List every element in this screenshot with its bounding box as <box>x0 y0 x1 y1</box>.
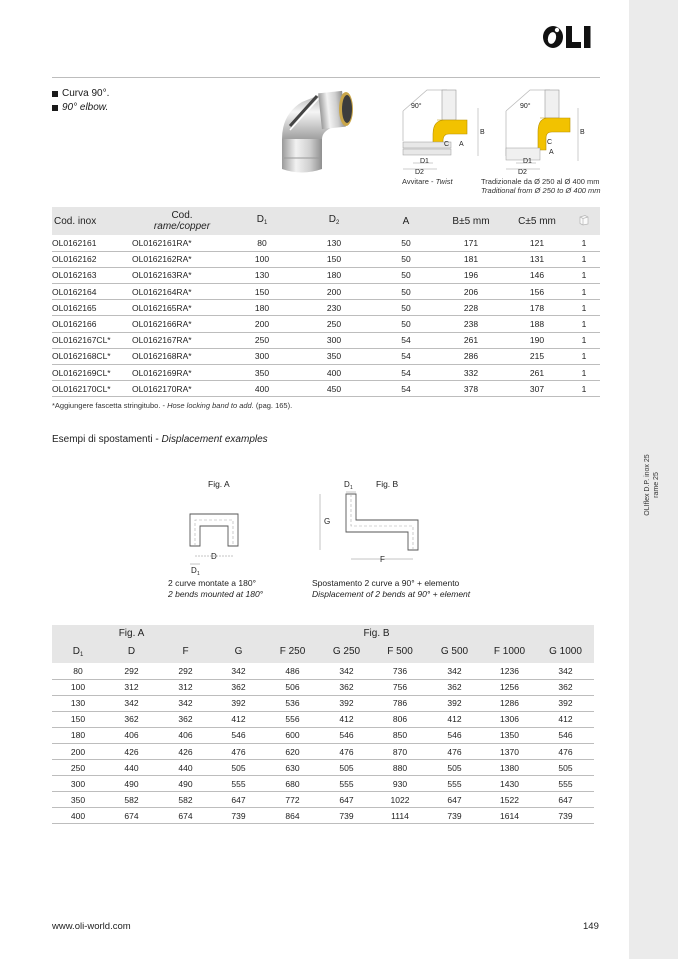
table-cell: OL0162163RA* <box>132 267 232 283</box>
col-g1000: G 1000 <box>537 640 594 663</box>
table-cell: OL0162169RA* <box>132 365 232 381</box>
table-cell: 146 <box>506 267 568 283</box>
table-cell: 1 <box>568 284 600 300</box>
table-cell: 546 <box>320 727 373 743</box>
fig-a-diagram <box>180 500 260 580</box>
table-cell: 505 <box>320 760 373 776</box>
table-cell: 850 <box>373 727 427 743</box>
table-cell: 188 <box>506 316 568 332</box>
table-cell: 739 <box>212 808 265 824</box>
footer-website: www.oli-world.com <box>52 921 131 932</box>
table-row <box>52 300 600 316</box>
table-cell: 392 <box>537 695 594 711</box>
table-cell: OL0162164RA* <box>132 284 232 300</box>
twist-diagram <box>395 86 495 176</box>
table-cell: 674 <box>159 808 212 824</box>
table-cell: OL0162166RA* <box>132 316 232 332</box>
table-cell: OL0162164 <box>52 284 132 300</box>
table-cell: 130 <box>52 695 104 711</box>
table-cell: OL0162167CL* <box>52 332 132 348</box>
table-row <box>52 760 594 776</box>
table-cell: 412 <box>320 711 373 727</box>
table-cell: 490 <box>104 776 159 792</box>
col-g250: G 250 <box>320 640 373 663</box>
table-cell: 555 <box>427 776 482 792</box>
svg-text:C: C <box>444 141 450 148</box>
table-cell: 250 <box>292 316 376 332</box>
table-cell: 215 <box>506 348 568 364</box>
table-cell: 342 <box>320 663 373 679</box>
table-cell: 342 <box>212 663 265 679</box>
table-cell: 206 <box>436 284 506 300</box>
table-row <box>52 332 600 348</box>
table-cell: 476 <box>320 743 373 759</box>
col-pack <box>568 207 600 235</box>
table-cell: 200 <box>232 316 292 332</box>
table-cell: OL0162167RA* <box>132 332 232 348</box>
table-cell: 1350 <box>482 727 537 743</box>
table-cell: 196 <box>436 267 506 283</box>
table-cell: OL0162162 <box>52 251 132 267</box>
table-row <box>52 348 600 364</box>
table-row <box>52 267 600 283</box>
table-cell: 362 <box>212 679 265 695</box>
table-cell: 312 <box>159 679 212 695</box>
oli-logo <box>541 22 601 52</box>
fig-b-label: Fig. B <box>376 479 399 489</box>
table-cell: 350 <box>232 365 292 381</box>
twist-caption-it: Avvitare - <box>402 177 436 186</box>
table-cell: 292 <box>104 663 159 679</box>
table-cell: 392 <box>427 695 482 711</box>
table-cell: 864 <box>265 808 320 824</box>
table-cell: 546 <box>212 727 265 743</box>
table-cell: 1 <box>568 300 600 316</box>
svg-text:C: C <box>547 139 553 146</box>
traditional-caption <box>481 177 601 195</box>
fig-a-label: Fig. A <box>208 479 230 489</box>
table-cell: OL0162166 <box>52 316 132 332</box>
svg-text:F: F <box>380 555 385 564</box>
table-cell: 450 <box>292 381 376 397</box>
table-cell: 171 <box>436 235 506 251</box>
twist-caption <box>402 177 453 186</box>
table-row <box>52 743 594 759</box>
col-f250: F 250 <box>265 640 320 663</box>
table-cell: 1614 <box>482 808 537 824</box>
table-cell: OL0162168RA* <box>132 348 232 364</box>
traditional-diagram <box>498 86 598 176</box>
col-d2: $D_2$ <box>292 207 376 235</box>
col-f1000: F 1000 <box>482 640 537 663</box>
table-cell: 1 <box>568 235 600 251</box>
table-cell: 739 <box>320 808 373 824</box>
table-cell: 1 <box>568 316 600 332</box>
table-cell: 756 <box>373 679 427 695</box>
table-row <box>52 381 600 397</box>
table-cell: 300 <box>52 776 104 792</box>
table-cell: 582 <box>104 792 159 808</box>
table-cell: 50 <box>376 300 436 316</box>
col-f: F <box>159 640 212 663</box>
side-tab-line1: OLIflex D.P. inox 25 <box>644 454 651 516</box>
table-cell: 50 <box>376 284 436 300</box>
svg-text:D1: D1 <box>523 158 532 165</box>
table-cell: 1522 <box>482 792 537 808</box>
table-cell: 440 <box>104 760 159 776</box>
table-row <box>52 251 600 267</box>
table-cell: 1114 <box>373 808 427 824</box>
svg-text:90°: 90° <box>411 103 422 110</box>
table-cell: 1286 <box>482 695 537 711</box>
table-cell: 772 <box>265 792 320 808</box>
table-cell: 1306 <box>482 711 537 727</box>
table-cell: OL0162168CL* <box>52 348 132 364</box>
col-d1: $D_1$ <box>232 207 292 235</box>
table-cell: 486 <box>265 663 320 679</box>
table-cell: 362 <box>537 679 594 695</box>
table-cell: 736 <box>373 663 427 679</box>
table-cell: 400 <box>292 365 376 381</box>
table-cell: 739 <box>427 808 482 824</box>
table-cell: 300 <box>232 348 292 364</box>
svg-text:D: D <box>191 566 197 575</box>
svg-text:1: 1 <box>350 485 353 491</box>
table-cell: 1 <box>568 251 600 267</box>
table-cell: 150 <box>52 711 104 727</box>
table-cell: 392 <box>320 695 373 711</box>
col-cod-inox: Cod. inox <box>52 207 132 235</box>
table-row <box>52 316 600 332</box>
table-row <box>52 792 594 808</box>
table-cell: OL0162165RA* <box>132 300 232 316</box>
table-cell: 786 <box>373 695 427 711</box>
table-cell: 880 <box>373 760 427 776</box>
table-cell: 400 <box>52 808 104 824</box>
bullet-icon <box>52 91 58 97</box>
table-cell: 292 <box>159 663 212 679</box>
table-cell: 342 <box>104 695 159 711</box>
table-cell: 400 <box>232 381 292 397</box>
table-cell: 546 <box>537 727 594 743</box>
table-cell: OL0162170RA* <box>132 381 232 397</box>
table-cell: 238 <box>436 316 506 332</box>
table-cell: 674 <box>104 808 159 824</box>
table-cell: 50 <box>376 251 436 267</box>
table-cell: 680 <box>265 776 320 792</box>
table-cell: 630 <box>265 760 320 776</box>
table-cell: 342 <box>159 695 212 711</box>
table-cell: OL0162162RA* <box>132 251 232 267</box>
traditional-caption-it: Tradizionale da Ø 250 al Ø 400 mm <box>481 177 600 186</box>
table-cell: 312 <box>104 679 159 695</box>
table-header-row <box>52 207 600 235</box>
table-cell: 54 <box>376 365 436 381</box>
table-cell: 412 <box>427 711 482 727</box>
table-cell: 300 <box>292 332 376 348</box>
table-cell: 378 <box>436 381 506 397</box>
table-cell: 228 <box>436 300 506 316</box>
table-cell: 806 <box>373 711 427 727</box>
table-cell: 506 <box>265 679 320 695</box>
table-cell: 870 <box>373 743 427 759</box>
table-cell: 54 <box>376 348 436 364</box>
table-cell: 647 <box>212 792 265 808</box>
table-cell: 362 <box>159 711 212 727</box>
table-cell: 50 <box>376 267 436 283</box>
table-row <box>52 284 600 300</box>
table-cell: 181 <box>436 251 506 267</box>
table-cell: 505 <box>427 760 482 776</box>
table-cell: 426 <box>159 743 212 759</box>
side-tab-line2: rame 25 <box>653 472 660 498</box>
table-cell: 647 <box>427 792 482 808</box>
svg-text:D: D <box>344 480 350 489</box>
header-rule <box>52 77 600 78</box>
table-cell: 156 <box>506 284 568 300</box>
col-d1: $D_1$ <box>52 640 104 663</box>
table-cell: 1022 <box>373 792 427 808</box>
table-cell: 406 <box>159 727 212 743</box>
svg-text:B: B <box>480 129 485 136</box>
table-cell: 647 <box>320 792 373 808</box>
table-cell: 131 <box>506 251 568 267</box>
table-cell: 412 <box>537 711 594 727</box>
table-cell: 100 <box>52 679 104 695</box>
group-fig-a: Fig. A <box>104 625 159 640</box>
col-c: C±5 mm <box>506 207 568 235</box>
col-g500: G 500 <box>427 640 482 663</box>
table-cell: 1 <box>568 332 600 348</box>
table-cell: 261 <box>436 332 506 348</box>
table-cell: OL0162163 <box>52 267 132 283</box>
table-cell: 490 <box>159 776 212 792</box>
table-row <box>52 776 594 792</box>
table-cell: 54 <box>376 381 436 397</box>
elbow-product-image <box>272 84 362 176</box>
svg-text:D2: D2 <box>415 169 424 176</box>
table-cell: 180 <box>232 300 292 316</box>
table-cell: 930 <box>373 776 427 792</box>
svg-text:1: 1 <box>197 571 200 577</box>
table-cell: 200 <box>52 743 104 759</box>
table-cell: 1 <box>568 267 600 283</box>
page-number: 149 <box>583 921 599 932</box>
table-cell: 150 <box>232 284 292 300</box>
col-f500: F 500 <box>373 640 427 663</box>
table-row <box>52 711 594 727</box>
fig-b-caption: Spostamento 2 curve a 90° + elemento Displacement of 2 bends at 90° + element <box>312 578 471 599</box>
svg-text:90°: 90° <box>520 103 531 110</box>
table-cell: OL0162165 <box>52 300 132 316</box>
table-cell: 190 <box>506 332 568 348</box>
table-cell: 555 <box>320 776 373 792</box>
description-it: Curva 90°. <box>62 88 110 99</box>
table-row <box>52 727 594 743</box>
table-row <box>52 808 594 824</box>
col-cod-rame: Cod. rame/copper <box>132 207 232 235</box>
table-cell: 505 <box>537 760 594 776</box>
svg-text:D2: D2 <box>518 169 527 176</box>
table-cell: 1 <box>568 365 600 381</box>
table-row <box>52 235 600 251</box>
table-row <box>52 663 594 679</box>
table-cell: 392 <box>212 695 265 711</box>
table-cell: 80 <box>232 235 292 251</box>
svg-text:D: D <box>211 552 217 561</box>
table-cell: 342 <box>537 663 594 679</box>
table-cell: 362 <box>104 711 159 727</box>
table-cell: 412 <box>212 711 265 727</box>
table-cell: 1370 <box>482 743 537 759</box>
description-en: 90° elbow. <box>62 102 109 113</box>
table-cell: 332 <box>436 365 506 381</box>
table-cell: 1 <box>568 348 600 364</box>
svg-text:A: A <box>549 149 554 156</box>
table-cell: 555 <box>212 776 265 792</box>
table-cell: 54 <box>376 332 436 348</box>
table-cell: 130 <box>292 235 376 251</box>
table-cell: 362 <box>320 679 373 695</box>
svg-text:G: G <box>324 517 331 526</box>
table-cell: 50 <box>376 235 436 251</box>
table-cell: 546 <box>427 727 482 743</box>
col-g: G <box>212 640 265 663</box>
svg-text:A: A <box>459 141 464 148</box>
svg-text:B: B <box>580 129 585 136</box>
displacement-section-title: Esempi di spostamenti - Displacement examples <box>52 434 268 445</box>
table-cell: OL0162170CL* <box>52 381 132 397</box>
group-fig-b: Fig. B <box>159 625 594 640</box>
product-codes-table <box>52 207 600 397</box>
table-cell: 180 <box>52 727 104 743</box>
table-cell: 647 <box>537 792 594 808</box>
table-cell: 307 <box>506 381 568 397</box>
table-row <box>52 695 594 711</box>
traditional-caption-en: Traditional from Ø 250 to Ø 400 mm <box>481 186 601 195</box>
table-cell: 150 <box>292 251 376 267</box>
table-cell: 350 <box>52 792 104 808</box>
col-d: D <box>104 640 159 663</box>
table-footnote: *Aggiungere fascetta stringitubo. - Hose locking band to add. (pag. 165). <box>52 401 293 410</box>
table-cell: 178 <box>506 300 568 316</box>
table-cell: 582 <box>159 792 212 808</box>
table-row <box>52 365 600 381</box>
fig-b-diagram <box>308 478 438 583</box>
table-cell: 350 <box>292 348 376 364</box>
side-tab-label <box>629 440 678 530</box>
col-b: B±5 mm <box>436 207 506 235</box>
table-cell: 620 <box>265 743 320 759</box>
bullet-icon <box>52 105 58 111</box>
table-cell: 180 <box>292 267 376 283</box>
table-cell: OL0162161RA* <box>132 235 232 251</box>
table-cell: 121 <box>506 235 568 251</box>
table-cell: 261 <box>506 365 568 381</box>
svg-text:D1: D1 <box>420 158 429 165</box>
table-cell: 406 <box>104 727 159 743</box>
table-cell: 1 <box>568 381 600 397</box>
table-cell: 342 <box>427 663 482 679</box>
table-cell: 556 <box>265 711 320 727</box>
table-cell: 476 <box>427 743 482 759</box>
table-cell: 286 <box>436 348 506 364</box>
table-cell: 555 <box>537 776 594 792</box>
table-cell: 505 <box>212 760 265 776</box>
col-a: A <box>376 207 436 235</box>
table-header-row <box>52 640 594 663</box>
table-cell: 1236 <box>482 663 537 679</box>
table-cell: 739 <box>537 808 594 824</box>
table-cell: 200 <box>292 284 376 300</box>
box-icon <box>578 214 590 226</box>
table-cell: 426 <box>104 743 159 759</box>
table-group-header-row <box>52 625 594 640</box>
table-cell: 100 <box>232 251 292 267</box>
twist-caption-en: Twist <box>435 177 453 186</box>
table-cell: 476 <box>537 743 594 759</box>
displacement-table <box>52 625 594 824</box>
table-cell: 440 <box>159 760 212 776</box>
table-cell: 80 <box>52 663 104 679</box>
table-cell: 230 <box>292 300 376 316</box>
table-cell: 250 <box>52 760 104 776</box>
table-cell: 50 <box>376 316 436 332</box>
table-cell: 1256 <box>482 679 537 695</box>
table-row <box>52 679 594 695</box>
product-description <box>52 87 109 115</box>
table-cell: 1380 <box>482 760 537 776</box>
table-cell: OL0162169CL* <box>52 365 132 381</box>
fig-a-caption: 2 curve montate a 180° 2 bends mounted at 180° <box>168 578 264 599</box>
table-cell: 536 <box>265 695 320 711</box>
table-cell: 362 <box>427 679 482 695</box>
table-cell: OL0162161 <box>52 235 132 251</box>
table-cell: 130 <box>232 267 292 283</box>
table-cell: 250 <box>232 332 292 348</box>
table-cell: 1430 <box>482 776 537 792</box>
table-cell: 476 <box>212 743 265 759</box>
table-cell: 600 <box>265 727 320 743</box>
